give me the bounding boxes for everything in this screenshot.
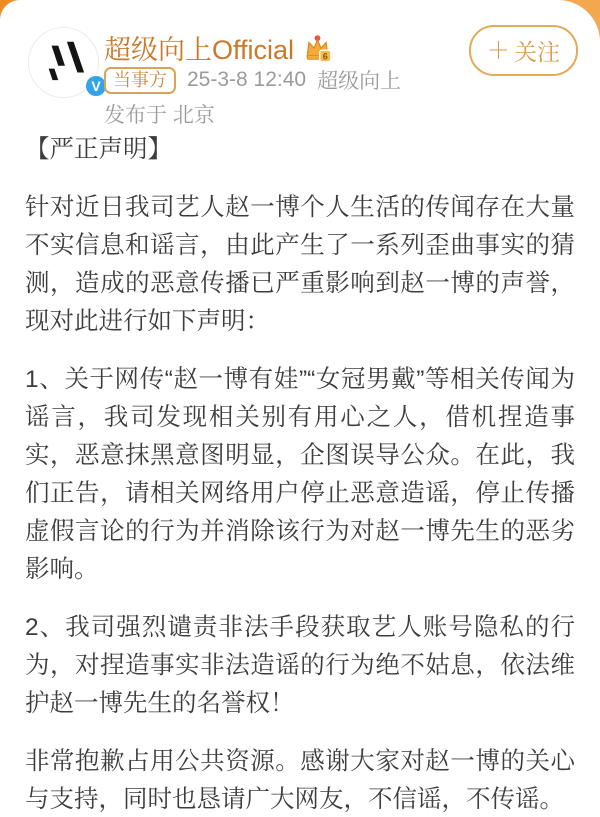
follow-button[interactable]	[469, 25, 578, 76]
location-text: 发布于 北京	[104, 104, 215, 127]
location-row	[104, 99, 215, 129]
verified-badge-icon: V	[84, 74, 108, 98]
post-paragraph: 针对近日我司艺人赵一博个人生活的传闻存在大量不实信息和谣言，由此产生了一系列歪曲事实的猜测，造成的恶意传播已严重影响到赵一博的声誉，现对此进行如下声明：	[25, 194, 575, 335]
avatar-logo-icon	[41, 37, 87, 88]
timestamp: 25-3-8 12:40	[187, 68, 307, 91]
plus-icon: ＋	[487, 37, 510, 63]
source-link[interactable]: 超级向上	[317, 70, 402, 93]
post-paragraph: 2、我司强烈谴责非法手段获取艺人账号隐私的行为，对捏造事实非法造谣的行为绝不姑息，依法维护赵一博先生的名誉权！	[25, 614, 575, 717]
vip-crown-icon[interactable]	[302, 33, 333, 64]
party-badge: 当事方	[104, 67, 176, 94]
follow-button-label: 关注	[514, 39, 560, 65]
post-content	[25, 131, 575, 817]
post-title: 【严正声明】	[25, 136, 172, 163]
meta-row	[104, 65, 401, 95]
username-row	[104, 28, 333, 67]
username[interactable]: 超级向上Official	[104, 35, 295, 65]
post-paragraph: 非常抱歉占用公共资源。感谢大家对赵一博的关心与支持，同时也恳请广大网友，不信谣，不传谣。	[25, 748, 575, 813]
post-paragraph: 1、关于网传“赵一博有娃”“女冠男戴”等相关传闻为谣言，我司发现相关别有用心之人，借机捏造事实，恶意抹黑意图明显，企图误导公众。在此，我们正告，请相关网络用户停止恶意造谣，停止传播虚假言论的行为并消除该行为对赵一博先生的恶劣影响。	[25, 366, 575, 583]
svg-text:6: 6	[322, 51, 328, 62]
